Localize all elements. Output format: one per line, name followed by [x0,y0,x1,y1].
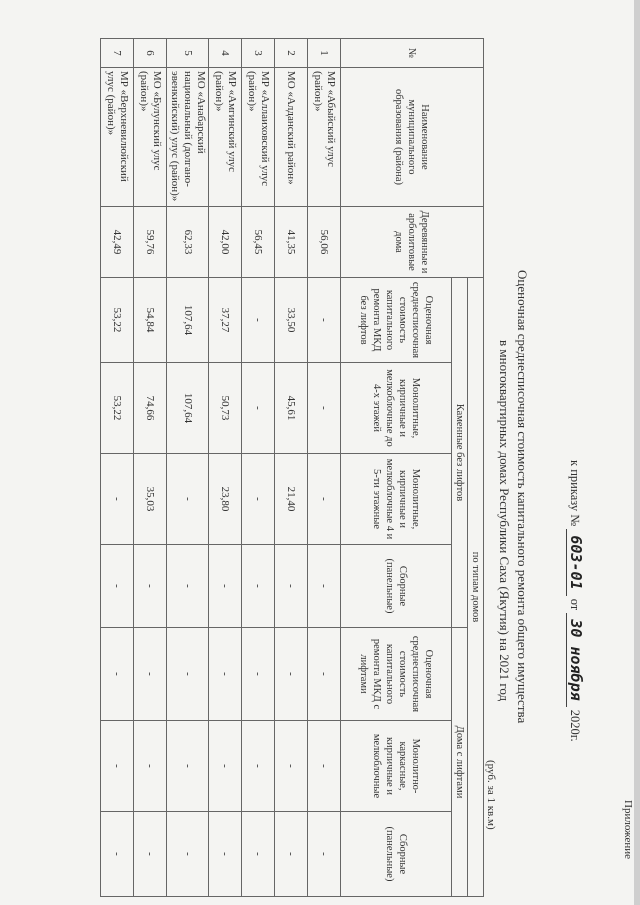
header-name: Наименование муниципального образования (района) [341,68,484,207]
row-cost-lift: - [167,628,209,721]
row-prefab2: - [167,812,209,897]
row-wood: 42,00 [209,207,242,278]
row-mono4: - [242,363,275,454]
row-wood: 56,45 [242,207,275,278]
appendix-label: Приложение [622,800,634,860]
row-mono-lift: - [308,721,341,812]
scan-edge [634,0,640,905]
row-mono45: 21,40 [275,454,308,545]
row-prefab2: - [101,812,134,897]
table-row [308,39,341,897]
row-cost-lift: - [101,628,134,721]
row-cost-no-lift: 107,64 [167,278,209,363]
row-mono-lift: - [101,721,134,812]
order-reference [566,460,585,742]
row-cost-no-lift: 33,50 [275,278,308,363]
row-no: 2 [275,39,308,68]
cost-table [100,38,484,897]
row-mono-lift: - [242,721,275,812]
row-mono45: - [101,454,134,545]
row-prefab2: - [308,812,341,897]
row-prefab2: - [209,812,242,897]
row-cost-no-lift: - [242,278,275,363]
units-label: (руб. за 1 кв.м) [485,760,497,830]
row-mono4: 50,73 [209,363,242,454]
table-row [275,39,308,897]
row-mono-lift: - [209,721,242,812]
table-row [209,39,242,897]
row-wood: 42,49 [101,207,134,278]
order-prefix: к приказу № [568,460,582,527]
row-mono4: 53,22 [101,363,134,454]
row-mono-lift: - [275,721,308,812]
row-name: МО «Анабарский национальный (долгано-эвенкийский) улус (район)» [167,68,209,207]
table-row [167,39,209,897]
header-no: № [341,39,484,68]
row-wood: 59,76 [134,207,167,278]
table-row [101,39,134,897]
row-name: МО «Алданский район» [275,68,308,207]
row-mono4: 45,61 [275,363,308,454]
order-from: от [568,598,582,611]
row-mono45: 23,80 [209,454,242,545]
row-wood: 41,35 [275,207,308,278]
row-mono-lift: - [167,721,209,812]
row-cost-lift: - [275,628,308,721]
order-number: 603-01 [566,529,585,595]
row-mono45: - [308,454,341,545]
row-prefab: - [275,545,308,628]
row-mono-lift: - [134,721,167,812]
row-mono45: - [242,454,275,545]
header-prefab2: Сборные (панельные) [341,812,452,897]
row-no: 7 [101,39,134,68]
row-cost-lift: - [242,628,275,721]
header-with-lift: Дома с лифтами [452,628,468,897]
row-prefab: - [242,545,275,628]
header-cost-lift: Оценочная среднесписочная стоимость капитального ремонта МКД с лифтами [341,628,452,721]
header-mono-4-5: Монолитные, кирпичные и мелкоблочные 4 и 5-ти этажные [341,454,452,545]
row-cost-no-lift: 37,27 [209,278,242,363]
table-row [242,39,275,897]
header-wood: Деревянные и арболитовые дома [341,207,484,278]
row-name: МР «Абыйский улус (район)» [308,68,341,207]
row-prefab2: - [134,812,167,897]
row-name: МО «Булунский улус (район)» [134,68,167,207]
row-no: 4 [209,39,242,68]
row-mono4: 74,66 [134,363,167,454]
row-mono45: 35,03 [134,454,167,545]
row-prefab: - [308,545,341,628]
header-mono-lift: Монолитно-каркасные, кирпичные и мелкоблочные [341,721,452,812]
row-cost-no-lift: - [308,278,341,363]
header-by-type: по типам домов [468,278,484,897]
row-mono4: 107,64 [167,363,209,454]
row-prefab2: - [242,812,275,897]
row-cost-no-lift: 53,22 [101,278,134,363]
row-no: 3 [242,39,275,68]
order-date: 30 ноября [566,613,585,706]
document-title-line1: Оценочная среднесписочная стоимость капитального ремонта общего имущества [515,270,530,724]
order-year: 2020г. [568,709,582,742]
row-name: МР «Верхневилюйский улус (район)» [101,68,134,207]
row-mono45: - [167,454,209,545]
row-cost-lift: - [308,628,341,721]
row-cost-no-lift: 54,84 [134,278,167,363]
row-prefab: - [209,545,242,628]
row-prefab: - [101,545,134,628]
row-name: МР «Аллаиховский улус (район)» [242,68,275,207]
header-cost-no-lift: Оценочная среднесписочная стоимость капитального ремонта МКД без лифтов [341,278,452,363]
row-wood: 62,33 [167,207,209,278]
row-name: МР «Амгинский улус (район)» [209,68,242,207]
row-cost-lift: - [209,628,242,721]
row-prefab: - [167,545,209,628]
row-no: 5 [167,39,209,68]
row-mono4: - [308,363,341,454]
row-cost-lift: - [134,628,167,721]
document-title-line2: в многоквартирных домах Республики Саха (Якутия) на 2021 год [497,340,512,702]
header-prefab: Сборные (панельные) [341,545,452,628]
row-prefab: - [134,545,167,628]
header-mono-up-to4: Монолитные, кирпичные и мелкоблочные до 4-х этажей [341,363,452,454]
table-row [134,39,167,897]
row-prefab2: - [275,812,308,897]
row-no: 1 [308,39,341,68]
header-no-lift: Каменные без лифтов [452,278,468,628]
row-wood: 56,06 [308,207,341,278]
row-no: 6 [134,39,167,68]
